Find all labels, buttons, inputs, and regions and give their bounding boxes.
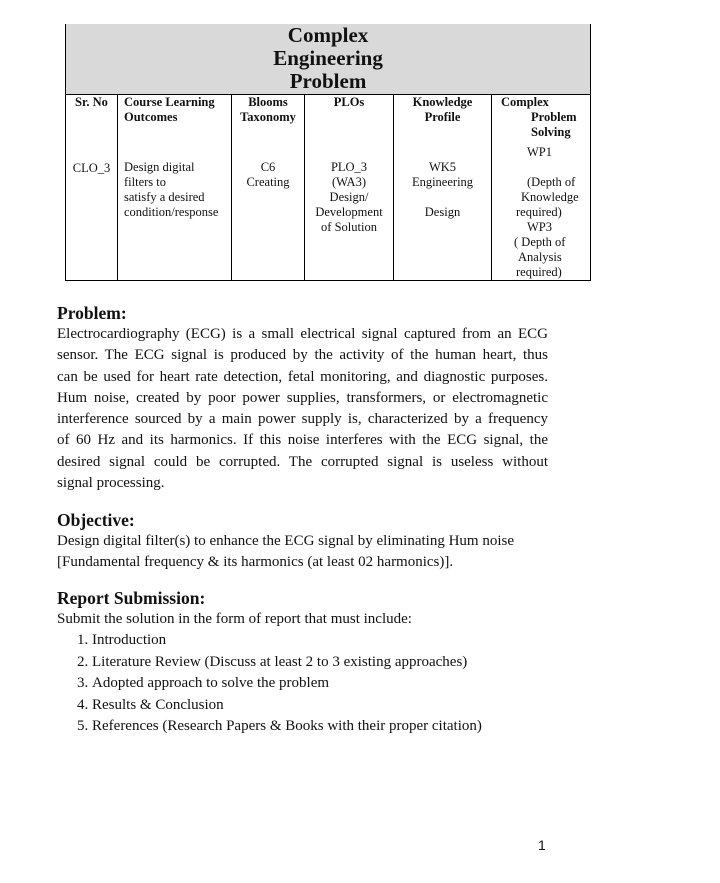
header-complex-line: Solving <box>531 125 571 139</box>
cell-complex-line: required) <box>516 205 562 219</box>
header-clo <box>118 95 232 146</box>
cell-clo-line: satisfy a desired <box>124 190 205 204</box>
objective-paragraph <box>57 531 548 574</box>
header-complex-line: Problem <box>531 110 577 124</box>
cep-table <box>65 24 591 281</box>
header-plos-text: PLOs <box>333 95 365 109</box>
problem-line: Electrocardiography (ECG) is a small electrical signal captured from an ECG <box>57 326 548 342</box>
objective-line: [Fundamental frequency & its harmonics (at least 02 harmonics)]. <box>57 554 454 571</box>
cell-plos-line: PLO_3 <box>330 160 368 174</box>
cell-knowledge-line: Design <box>424 205 461 219</box>
problem-line: desired signal could be corrupted. The corrupted signal is useless without <box>57 453 548 470</box>
cell-plos-line: (WA3) <box>331 175 366 189</box>
table-title <box>66 24 591 95</box>
cell-complex-line: (Depth of <box>527 175 576 189</box>
header-knowledge <box>394 95 492 146</box>
problem-line: Hum noise, created by poor power supplies, transformers, or electromagnetic <box>57 389 548 406</box>
cell-plos <box>305 145 394 281</box>
cell-knowledge-line: Engineering <box>411 175 474 189</box>
problem-line: sensor. The ECG signal is produced by the activity of the human heart, thus <box>57 347 548 364</box>
header-sr-no-text: Sr. No <box>75 95 108 109</box>
problem-line: of 60 Hz and its harmonics. If this noise interferes with the ECG signal, the <box>57 432 548 449</box>
objective-line: Design digital filter(s) to enhance the ECG signal by eliminating Hum noise <box>57 533 514 549</box>
report-intro: Submit the solution in the form of report that must include: <box>57 611 412 627</box>
report-section <box>57 587 548 738</box>
cell-sr-no <box>66 145 118 281</box>
header-complex <box>492 95 591 146</box>
report-item: 2. Literature Review (Discuss at least 2 to 3 existing approaches) <box>92 652 548 674</box>
cell-complex-line: WP1 <box>527 145 552 159</box>
cell-clo <box>118 145 232 281</box>
problem-line: can be used for heart rate detection, fetal monitoring, and diagnostic purposes. <box>57 368 548 385</box>
page-number: 1 <box>538 837 546 853</box>
header-clo-line: Course Learning <box>124 95 215 109</box>
cell-blooms-line: C6 <box>260 160 276 174</box>
problem-heading: Problem: <box>57 303 127 323</box>
table-title-line: Engineering <box>273 46 383 70</box>
cell-plos-line: of Solution <box>321 220 377 234</box>
report-item: 5. References (Research Papers & Books with their proper citation) <box>92 716 548 738</box>
cell-complex-line: ( Depth of <box>514 235 566 249</box>
header-sr-no <box>66 95 118 146</box>
problem-paragraph <box>57 324 548 494</box>
cell-blooms <box>232 145 305 281</box>
cell-blooms-line: Creating <box>246 175 290 189</box>
header-clo-line: Outcomes <box>124 110 178 124</box>
report-item: 1. Introduction <box>92 630 548 652</box>
cell-knowledge-blank <box>394 190 491 205</box>
header-blooms-line: Taxonomy <box>240 110 296 124</box>
objective-heading: Objective: <box>57 510 135 530</box>
cell-complex <box>492 145 591 281</box>
header-complex-line: Complex <box>501 95 549 109</box>
table-title-line: Complex <box>287 23 369 47</box>
report-item: 3. Adopted approach to solve the problem <box>92 673 548 695</box>
cell-clo-line: condition/response <box>124 205 219 219</box>
problem-line: interference sourced by a main power supply is, characterized by a frequency <box>57 411 548 428</box>
header-plos <box>305 95 394 146</box>
report-list <box>57 630 548 738</box>
cell-complex-line: Knowledge <box>521 190 579 204</box>
cell-sr-no-text: CLO_3 <box>72 161 111 175</box>
cell-complex-line: WP3 <box>527 220 552 234</box>
report-heading: Report Submission: <box>57 588 206 608</box>
cell-plos-line: Design/ <box>329 190 369 204</box>
cell-complex-line: required) <box>516 265 562 279</box>
cell-knowledge <box>394 145 492 281</box>
cell-complex-blank <box>492 160 590 175</box>
cell-clo-line: filters to <box>124 175 167 189</box>
header-knowledge-line: Profile <box>424 110 461 124</box>
cell-complex-line: Analysis <box>518 250 562 264</box>
report-item: 4. Results & Conclusion <box>92 695 548 717</box>
table-title-line: Problem <box>289 69 367 93</box>
cell-knowledge-line: WK5 <box>428 160 457 174</box>
cell-plos-line: Development <box>315 205 383 219</box>
header-knowledge-line: Knowledge <box>412 95 473 109</box>
header-blooms-line: Blooms <box>248 95 288 109</box>
problem-section <box>57 302 548 494</box>
objective-section <box>57 509 548 574</box>
header-blooms <box>232 95 305 146</box>
cell-clo-line: Design digital <box>124 160 195 174</box>
problem-line: signal processing. <box>57 475 165 492</box>
